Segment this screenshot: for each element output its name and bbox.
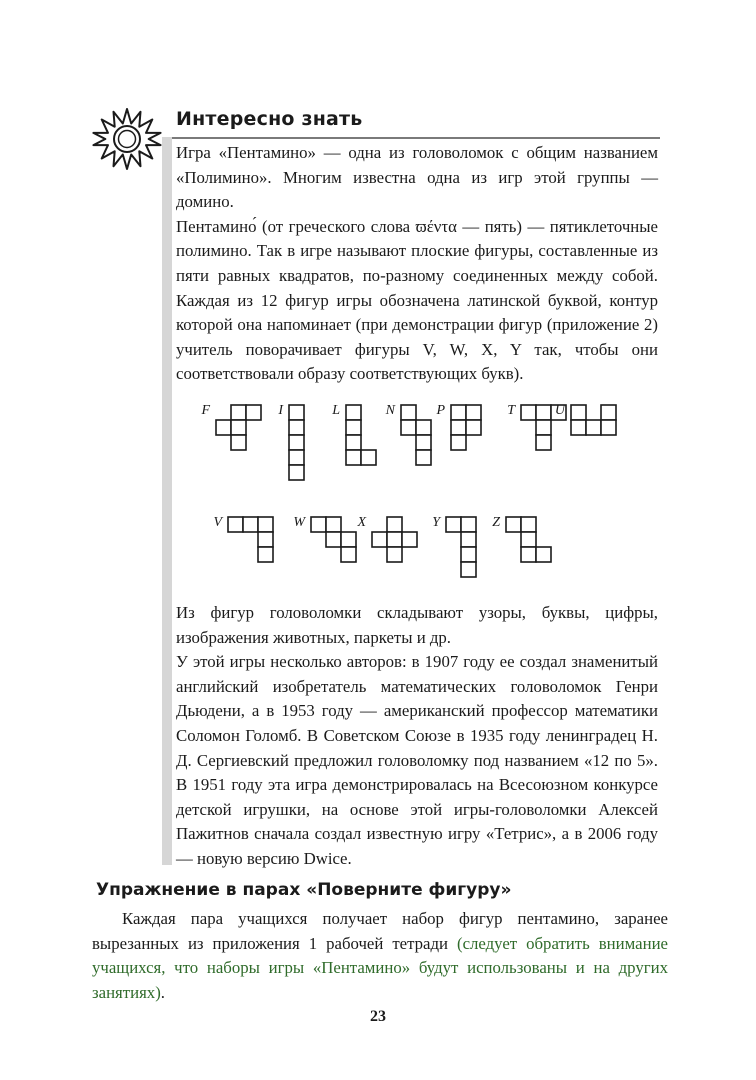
pentomino-label-i: I — [278, 402, 283, 418]
exercise-note: (следует обратить внимание учащихся, что наборы игры «Пентамино» будут использованы и на других занятиях) — [92, 933, 668, 1002]
box-paragraph-1: Игра «Пентамино» — одна из головоломок с общим названием «Полимино». Многим известна одна из игр этой группы — домино. — [176, 143, 658, 212]
pentomino-label-l: L — [332, 402, 340, 418]
pentomino-label-u: U — [554, 402, 565, 418]
box-title: Интересно знать — [176, 108, 363, 130]
sun-icon — [92, 104, 162, 174]
box-side-bar — [162, 137, 172, 865]
exercise-body — [92, 907, 668, 1005]
box-body — [176, 141, 658, 871]
pentomino-figures — [176, 395, 658, 587]
pentomino-label-p: P — [436, 402, 445, 418]
pentomino-p — [435, 403, 481, 450]
box-title-rule — [164, 137, 660, 139]
pentomino-w — [293, 515, 356, 562]
box-paragraph-4: У этой игры несколько авторов: в 1907 году ее создал знаменитый английский изобретатель математических головоломок Генри Дьюдени, а в 1953 году — американский профессор математики Соломон Голомб. В Советском Союзе в 1935 году ленинградец Н. Д. Сергиевский предложил головоломку под названием «12 по 5». В 1951 году эта игра демонстрировалась на Всесоюзном конкурсе детской игрушки, на основе этой игры-головоломки Алексей Пажитнов сначала создал известную игру «Тетрис», а в 2006 году — новую версию Dwice. — [176, 652, 658, 868]
pentomino-label-z: Z — [492, 514, 500, 530]
pentomino-l — [331, 403, 376, 465]
pentomino-label-n: N — [385, 402, 395, 418]
pentomino-i — [277, 403, 304, 480]
exercise-title: Упражнение в парах «Поверните фигуру» — [96, 880, 512, 900]
pentomino-label-x: X — [357, 514, 366, 530]
page-number: 23 — [370, 1008, 386, 1025]
pentomino-n — [385, 403, 431, 465]
exercise-end: . — [160, 982, 165, 1002]
pentomino-f — [200, 403, 261, 450]
pentomino-y — [432, 515, 476, 577]
box-paragraph-3: Из фигур головоломки складывают узоры, буквы, цифры, изображения животных, паркеты и др. — [176, 602, 658, 647]
pentomino-z — [492, 515, 551, 562]
pentomino-v — [213, 515, 273, 562]
box-paragraph-2: Пентамино́ (от греческого слова ϖέντα — пять) — пятиклеточные полимино. Так в игре называют плоские фигуры, составленные из пяти равных квадратов, по-разному соединенных между собой. Каждая из 12 фигур игры обозначена латинской буквой, контур которой она напоминает (при демонстрации фигур (приложение 2) учитель поворачивает фигуры V, W, X, Y так, чтобы они соответствовали образу соответствующих букв). — [176, 216, 658, 384]
pentomino-label-v: V — [213, 514, 222, 530]
pentomino-x — [356, 515, 417, 562]
pentomino-label-t: T — [507, 402, 515, 418]
pentomino-label-y: Y — [432, 514, 440, 530]
pentomino-label-f: F — [201, 402, 210, 418]
pentomino-label-w: W — [293, 514, 305, 530]
exercise-text: Каждая пара учащихся получает набор фигур пентамино, заранее вырезанных из приложения 1 рабочей тетради — [92, 909, 668, 953]
